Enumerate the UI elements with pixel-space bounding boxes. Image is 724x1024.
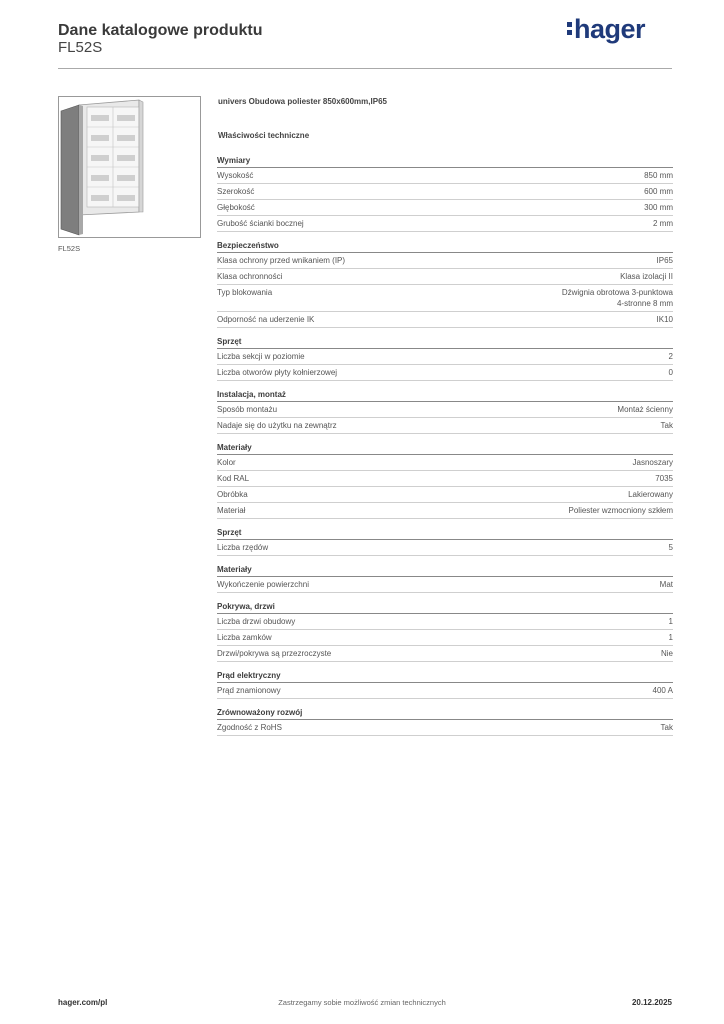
property-value-cell bbox=[669, 632, 673, 643]
property-value: 2 bbox=[668, 352, 673, 361]
property-label: Liczba drzwi obudowy bbox=[217, 617, 296, 626]
property-value: Nie bbox=[660, 649, 673, 658]
property-label: Głębokość bbox=[217, 203, 255, 212]
property-group bbox=[217, 528, 673, 556]
property-value: Jasnoszary bbox=[632, 458, 673, 467]
property-value: 7035 bbox=[655, 474, 673, 483]
property-value-cell bbox=[628, 489, 673, 500]
property-value: 2 mm bbox=[653, 219, 673, 228]
property-value-cell bbox=[661, 722, 673, 733]
property-row bbox=[217, 253, 673, 269]
property-row bbox=[217, 455, 673, 471]
property-label: Liczba rzędów bbox=[217, 543, 269, 552]
property-value-cell bbox=[633, 457, 673, 468]
group-title: Sprzęt bbox=[217, 528, 673, 540]
product-description: univers Obudowa poliester 850x600mm,IP65 bbox=[218, 97, 387, 106]
property-value: 5 bbox=[668, 543, 673, 552]
property-label: Materiał bbox=[217, 506, 246, 515]
property-row bbox=[217, 312, 673, 328]
group-title: Bezpieczeństwo bbox=[217, 241, 673, 253]
group-title: Instalacja, montaż bbox=[217, 390, 673, 402]
property-label: Zgodność z RoHS bbox=[217, 723, 282, 732]
property-group bbox=[217, 156, 673, 232]
property-label: Typ blokowania bbox=[217, 288, 273, 297]
property-row bbox=[217, 720, 673, 736]
property-value-cell bbox=[669, 542, 673, 553]
logo-text: hager bbox=[574, 14, 646, 44]
group-title: Wymiary bbox=[217, 156, 673, 168]
property-label: Wysokość bbox=[217, 171, 254, 180]
property-value-cell bbox=[657, 255, 673, 266]
property-value: 300 mm bbox=[644, 203, 673, 212]
property-value-cell bbox=[657, 314, 673, 325]
footer-date: 20.12.2025 bbox=[631, 998, 672, 1007]
property-row bbox=[217, 200, 673, 216]
product-image bbox=[58, 96, 201, 238]
property-value-cell bbox=[562, 287, 673, 309]
property-label: Grubość ścianki bocznej bbox=[217, 219, 304, 228]
property-group bbox=[217, 565, 673, 593]
property-label: Szerokość bbox=[217, 187, 255, 196]
property-value-cell bbox=[620, 271, 673, 282]
property-value-cell bbox=[653, 685, 673, 696]
property-value: Mat bbox=[659, 580, 673, 589]
logo-dots-icon bbox=[567, 19, 572, 38]
properties-table bbox=[217, 156, 673, 745]
property-group bbox=[217, 602, 673, 662]
property-value: Tak bbox=[660, 723, 673, 732]
image-caption: FL52S bbox=[58, 244, 81, 253]
property-value: Poliester wzmocniony szkłem bbox=[568, 506, 673, 515]
property-label: Drzwi/pokrywa są przezroczyste bbox=[217, 649, 332, 658]
group-title: Zrównoważony rozwój bbox=[217, 708, 673, 720]
property-label: Kod RAL bbox=[217, 474, 250, 483]
property-label: Wykończenie powierzchni bbox=[217, 580, 309, 589]
property-row bbox=[217, 285, 673, 312]
property-row bbox=[217, 614, 673, 630]
group-title: Materiały bbox=[217, 443, 673, 455]
footer-notice: Zastrzegamy sobie możliwość zmian technicznych bbox=[278, 998, 446, 1007]
product-code: FL52S bbox=[58, 39, 103, 56]
property-label: Liczba sekcji w poziomie bbox=[217, 352, 305, 361]
group-title: Pokrywa, drzwi bbox=[217, 602, 673, 614]
property-value: 400 A bbox=[652, 686, 673, 695]
property-value: IP65 bbox=[656, 256, 673, 265]
property-value-cell bbox=[669, 616, 673, 627]
property-value: 850 mm bbox=[644, 171, 673, 180]
property-value-cell bbox=[653, 218, 673, 229]
property-row bbox=[217, 540, 673, 556]
page-title: Dane katalogowe produktu bbox=[58, 22, 263, 39]
property-value: Dźwignia obrotowa 3-punktowa bbox=[561, 288, 673, 297]
property-row bbox=[217, 683, 673, 699]
property-row bbox=[217, 216, 673, 232]
property-label: Sposób montażu bbox=[217, 405, 278, 414]
property-label: Liczba zamków bbox=[217, 633, 272, 642]
property-value: Montaż ścienny bbox=[617, 405, 673, 414]
property-value-cell bbox=[660, 579, 673, 590]
property-row bbox=[217, 487, 673, 503]
property-value: 1 bbox=[668, 633, 673, 642]
group-title: Materiały bbox=[217, 565, 673, 577]
property-group bbox=[217, 337, 673, 381]
property-value-cell bbox=[661, 420, 673, 431]
technical-properties-heading: Właściwości techniczne bbox=[218, 131, 310, 140]
property-row bbox=[217, 646, 673, 662]
property-value: Tak bbox=[660, 421, 673, 430]
property-row bbox=[217, 365, 673, 381]
property-value: IK10 bbox=[656, 315, 673, 324]
property-group bbox=[217, 443, 673, 519]
property-row bbox=[217, 184, 673, 200]
hager-logo bbox=[567, 14, 645, 45]
property-value-cell bbox=[644, 170, 673, 181]
property-label: Klasa ochrony przed wnikaniem (IP) bbox=[217, 256, 346, 265]
property-value: 600 mm bbox=[644, 187, 673, 196]
property-group bbox=[217, 241, 673, 328]
property-label: Prąd znamionowy bbox=[217, 686, 281, 695]
property-value-cell bbox=[569, 505, 673, 516]
property-row bbox=[217, 630, 673, 646]
group-title: Prąd elektryczny bbox=[217, 671, 673, 683]
property-row bbox=[217, 503, 673, 519]
property-row bbox=[217, 168, 673, 184]
property-value: 0 bbox=[668, 368, 673, 377]
property-label: Klasa ochronności bbox=[217, 272, 283, 281]
property-value-cell bbox=[644, 202, 673, 213]
property-row bbox=[217, 402, 673, 418]
property-value: Klasa izolacji II bbox=[620, 272, 673, 281]
property-value-cell bbox=[669, 367, 673, 378]
group-title: Sprzęt bbox=[217, 337, 673, 349]
property-value-cell bbox=[644, 186, 673, 197]
property-value-cell bbox=[617, 404, 673, 415]
property-label: Odporność na uderzenie IK bbox=[217, 315, 315, 324]
property-row bbox=[217, 577, 673, 593]
property-label: Nadaje się do użytku na zewnątrz bbox=[217, 421, 337, 430]
property-value: Lakierowany bbox=[628, 490, 673, 499]
property-value: 1 bbox=[668, 617, 673, 626]
property-row bbox=[217, 269, 673, 285]
property-group bbox=[217, 671, 673, 699]
footer-website: hager.com/pl bbox=[58, 998, 108, 1007]
property-value-cell bbox=[669, 351, 673, 362]
property-row bbox=[217, 418, 673, 434]
property-label: Liczba otworów płyty kołnierzowej bbox=[217, 368, 338, 377]
property-label: Kolor bbox=[217, 458, 236, 467]
property-value-cell bbox=[655, 473, 673, 484]
property-row bbox=[217, 471, 673, 487]
header-divider bbox=[58, 68, 672, 69]
property-group bbox=[217, 708, 673, 736]
property-value-continued: 4-stronne 8 mm bbox=[616, 299, 673, 308]
property-row bbox=[217, 349, 673, 365]
property-group bbox=[217, 390, 673, 434]
property-label: Obróbka bbox=[217, 490, 248, 499]
property-value-cell bbox=[661, 648, 673, 659]
